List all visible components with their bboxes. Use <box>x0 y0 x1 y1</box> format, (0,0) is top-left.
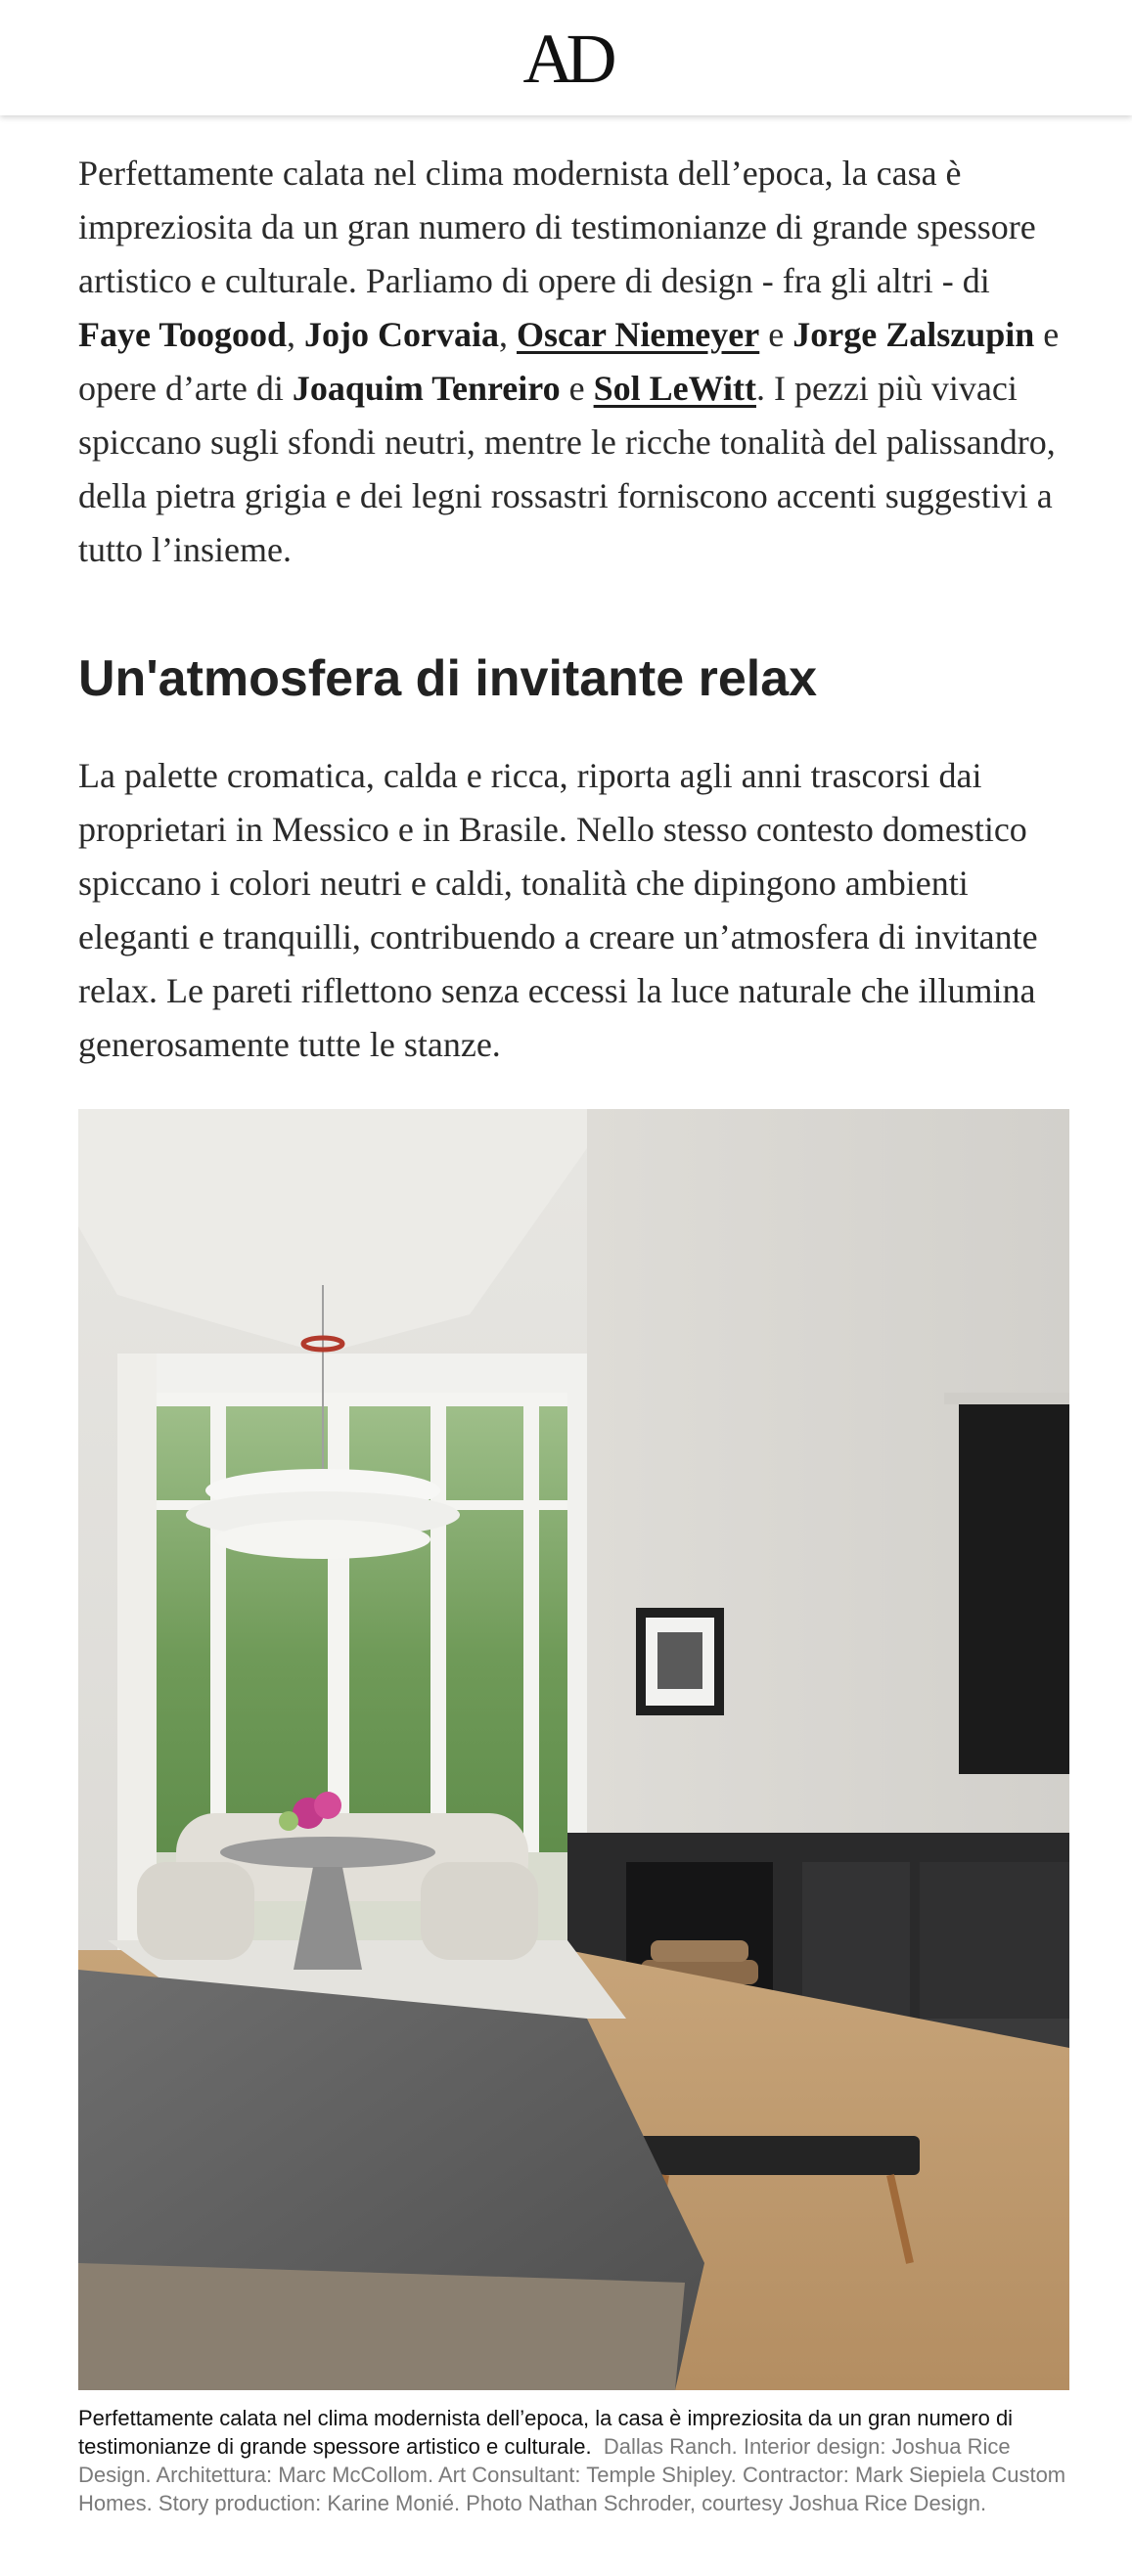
article-body <box>78 147 1069 2517</box>
photo-credit: Dallas Ranch. Interior design: Joshua Rice Design. Architettura: Marc McCollom. Art Consultant: Temple Shipley. Contractor: Mark Siepiela Custom Homes. Story production: Karine Monié. Photo Nathan Schroder, courtesy Joshua Rice Design. <box>78 2434 1066 2515</box>
interior-photo[interactable] <box>78 1109 1069 2390</box>
caption-text: Perfettamente calata nel clima modernista dell’epoca, la casa è impreziosita da un gran numero di testimonianze di grande spessore artistico e culturale. <box>78 2406 1014 2459</box>
text-run: , <box>499 315 518 354</box>
text-run: , <box>287 315 305 354</box>
article-paragraph-1 <box>78 147 1069 577</box>
artist-name: Joaquim Tenreiro <box>292 369 561 408</box>
text-run: e opere d’arte di <box>78 315 1060 408</box>
text-run: e <box>759 315 793 354</box>
text-run: e <box>560 369 594 408</box>
section-heading: Un'atmosfera di invitante relax <box>78 650 818 707</box>
link-oscar-niemeyer[interactable]: Oscar Niemeyer <box>517 315 760 354</box>
text-run: Perfettamente calata nel clima modernista dell’epoca, la casa è impreziosita da un gran numero di testimonianze di grande spessore artistico e culturale. Parliamo di opere di design - fra gli altri - di <box>78 154 1036 300</box>
ad-logo[interactable]: AD <box>522 20 610 98</box>
link-sol-lewitt[interactable]: Sol LeWitt <box>593 369 756 408</box>
text-run: . I pezzi più vivaci spiccano sugli sfondi neutri, mentre le ricche tonalità del palissandro, della pietra grigia e dei legni rossastri forniscono accenti suggestivi a tutto l’insieme. <box>78 369 1056 569</box>
designer-name: Jojo Corvaia <box>304 315 500 354</box>
photo-caption <box>78 2404 1069 2517</box>
designer-name: Faye Toogood <box>78 315 288 354</box>
designer-name: Jorge Zalszupin <box>792 315 1035 354</box>
article-paragraph-2: La palette cromatica, calda e ricca, riporta agli anni trascorsi dai proprietari in Messico e in Brasile. Nello stesso contesto domestico spiccano i colori neutri e caldi, tonalità che dipingono ambienti eleganti e tranquilli, contribuendo a creare un’atmosfera di invitante relax. Le pareti riflettono senza eccessi la luce naturale che illumina generosamente tutte le stanze. <box>78 756 1038 1064</box>
site-header <box>0 0 1132 115</box>
